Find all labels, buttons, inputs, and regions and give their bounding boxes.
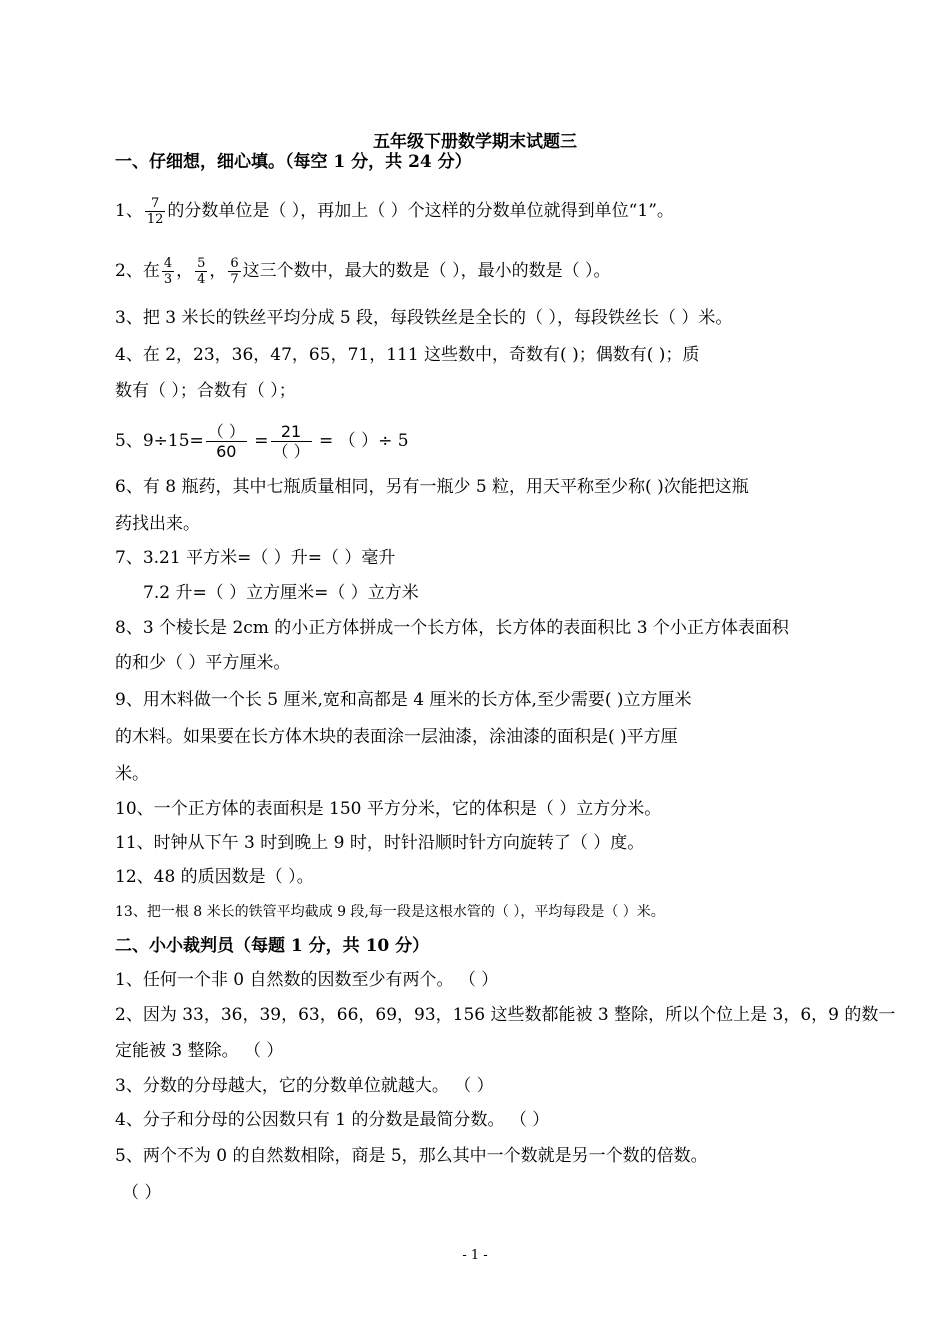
fraction-4-3: $\frac{4}{3}$ xyxy=(163,256,173,287)
question-13: 13、把一根 8 米长的铁管平均截成 9 段,每一段是这根水管的（ ），平均每段是（ ）米。 xyxy=(115,904,665,920)
fraction-blank-60: $\frac{( )}{60}$ xyxy=(207,422,245,461)
question-4-line2: 数有（ ）；合数有（ ）； xyxy=(115,381,296,401)
question-7-line2: 7.2 升=（ ）立方厘米=（ ）立方米 xyxy=(143,583,419,603)
section2-heading: 二、小小裁判员（每题 1 分，共 10 分） xyxy=(115,936,430,956)
judge-2-line1: 2、因为 33，36，39，63，66，69，93，156 这些数都能被 3 整除，所以个位上是 3，6，9 的数一 xyxy=(115,1005,896,1025)
question-7-line1: 7、3.21 平方米=（ ）升=（ ）毫升 xyxy=(115,548,396,568)
fraction-5-4: $\frac{5}{4}$ xyxy=(197,256,206,287)
judge-1: 1、任何一个非 0 自然数的因数至少有两个。 （ ） xyxy=(115,970,499,990)
question-9-line1: 9、用木料做一个长 5 厘米,宽和高都是 4 厘米的长方体,至少需要( )立方厘米 xyxy=(115,690,692,710)
section1-heading: 一、仔细想，细心填。（每空 1 分，共 24 分） xyxy=(115,152,472,172)
question-12: 12、48 的质因数是（ ）。 xyxy=(115,867,314,887)
question-8-line2: 的和少（ ）平方厘米。 xyxy=(115,653,291,673)
judge-5-line1: 5、两个不为 0 的自然数相除，商是 5，那么其中一个数就是另一个数的倍数。 xyxy=(115,1146,708,1166)
page-title: 五年级下册数学期末试题三 xyxy=(373,132,577,152)
fraction-7-12: $\frac{7}{12}$ xyxy=(146,196,164,227)
question-11: 11、时钟从下午 3 时到晚上 9 时，时针沿顺时针方向旋转了（ ）度。 xyxy=(115,833,645,853)
question-3: 3、把 3 米长的铁丝平均分成 5 段，每段铁丝是全长的（ ），每段铁丝长（ ）米。 xyxy=(115,308,733,328)
fraction-21-blank: $\frac{21}{( )}$ xyxy=(272,422,310,461)
judge-3: 3、分数的分母越大，它的分数单位就越大。 （ ） xyxy=(115,1076,494,1096)
question-10: 10、一个正方体的表面积是 150 平方分米，它的体积是（ ）立方分米。 xyxy=(115,799,662,819)
page-number: - 1 - xyxy=(462,1248,488,1263)
question-4-line1: 4、在 2，23，36，47，65，71，111 这些数中，奇数有( )；偶数有( )；质 xyxy=(115,345,700,365)
question-8-line1: 8、3 个棱长是 2cm 的小正方体拼成一个长方体，长方体的表面积比 3 个小正方体表面积 xyxy=(115,618,789,638)
question-2: 2、在 $\frac{4}{3}$ ， $\frac{5}{4}$ ， $\frac{6}{7}$ 这三个数中，最大的数是（ ），最小的数是（ ）。 xyxy=(115,256,611,287)
question-5: 5、9÷15= $\frac{( )}{60}$ = $\frac{21}{( )}$ = （ ）÷ 5 xyxy=(115,422,409,461)
question-9-line3: 米。 xyxy=(115,764,149,784)
judge-4: 4、分子和分母的公因数只有 1 的分数是最简分数。 （ ） xyxy=(115,1110,550,1130)
fraction-6-7: $\frac{6}{7}$ xyxy=(230,256,239,287)
judge-5-line2: （ ） xyxy=(122,1183,162,1203)
question-1: 1、 $\frac{7}{12}$ 的分数单位是（ ），再加上（ ）个这样的分数单位就得到单位“1”。 xyxy=(115,196,674,227)
question-6-line1: 6、有 8 瓶药，其中七瓶质量相同，另有一瓶少 5 粒，用天平称至少称( )次能把这瓶 xyxy=(115,477,749,497)
judge-2-line2: 定能被 3 整除。 （ ） xyxy=(115,1041,284,1061)
question-6-line2: 药找出来。 xyxy=(115,514,200,534)
question-9-line2: 的木料。如果要在长方体木块的表面涂一层油漆，涂油漆的面积是( )平方厘 xyxy=(115,727,678,747)
